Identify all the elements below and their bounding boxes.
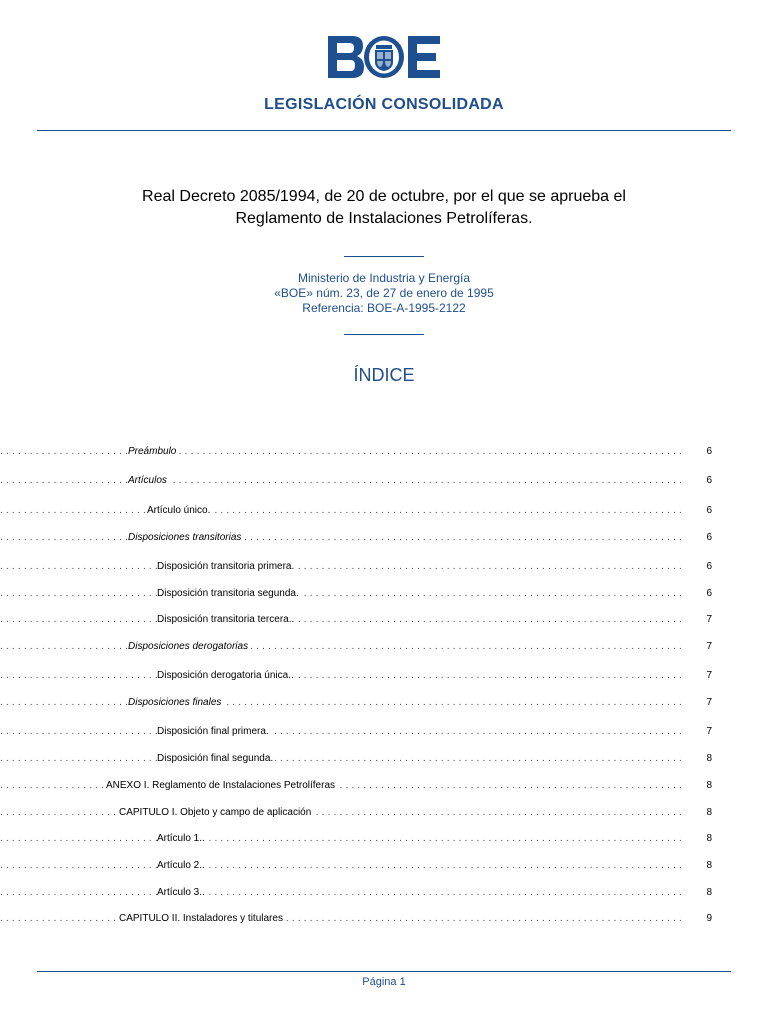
boe-issue-text: «BOE» núm. 23, de 27 de enero de 1995 [274, 286, 494, 300]
toc-entry-page: 7 [706, 726, 712, 737]
toc-entry-transitoria-segunda[interactable] [0, 586, 768, 602]
page-number: Página 1 [362, 976, 406, 988]
toc-entry-label: Disposición transitoria tercera.. [157, 612, 296, 628]
toc-entry-page: 8 [706, 780, 712, 791]
toc-entry-preambulo[interactable] [0, 444, 768, 460]
dot-leader [0, 612, 686, 628]
document-title-line1: Real Decreto 2085/1994, de 20 de octubre, por el que se aprueba el [142, 188, 626, 205]
toc-entry-page: 7 [706, 614, 712, 625]
ministry-text: Ministerio de Industria y Energía [297, 271, 471, 285]
toc-entry-label: Disposición transitoria primera. [157, 559, 296, 575]
dot-leader [0, 724, 686, 740]
document-title [60, 186, 708, 230]
toc-entry-page: 6 [706, 505, 712, 516]
toc-entry-page: 8 [706, 753, 712, 764]
dot-leader [0, 473, 686, 489]
toc-entry-disposiciones-finales[interactable] [0, 695, 768, 711]
toc-entry-disposiciones-transitorias[interactable] [0, 530, 768, 546]
toc-entry-label: Artículos [128, 473, 169, 489]
toc-entry-page: 7 [706, 641, 712, 652]
dot-leader [0, 911, 686, 927]
toc-entry-articulo-unico[interactable] [0, 503, 768, 519]
header-divider [37, 130, 731, 131]
crown-icon [376, 45, 392, 49]
toc-entry-page: 6 [706, 532, 712, 543]
toc-entry-articulo-3[interactable] [0, 885, 768, 901]
boe-logo [328, 36, 440, 78]
toc-entry-label: ANEXO I. Reglamento de Instalaciones Petrolíferas [106, 778, 337, 794]
toc-entry-page: 8 [706, 860, 712, 871]
index-heading: ÍNDICE [353, 365, 415, 385]
dot-leader [0, 805, 686, 821]
toc-entry-page: 9 [706, 913, 712, 924]
short-divider-bottom [344, 334, 424, 335]
toc-entry-final-segunda[interactable] [0, 751, 768, 767]
toc-entry-page: 8 [706, 833, 712, 844]
dot-leader [0, 751, 686, 767]
toc-entry-label: Preámbulo [128, 444, 178, 460]
document-title-line2: Reglamento de Instalaciones Petrolíferas. [235, 210, 533, 227]
toc-entry-label: Disposiciones finales [128, 695, 223, 711]
dot-leader [0, 444, 686, 460]
toc-entry-page: 6 [706, 446, 712, 457]
dot-leader [0, 778, 686, 794]
toc-entry-label: Artículo 3.. [157, 885, 207, 901]
toc-entry-label: Disposición derogatoria única.. [157, 668, 296, 684]
dot-leader [0, 695, 686, 711]
dot-leader [0, 530, 686, 546]
toc-entry-label: Disposiciones derogatorias [128, 639, 250, 655]
toc-entry-derogatoria-unica[interactable] [0, 668, 768, 684]
dot-leader [0, 586, 686, 602]
document-metadata [0, 271, 768, 316]
toc-entry-page: 6 [706, 561, 712, 572]
toc-entry-label: Disposición final segunda. [157, 751, 275, 767]
dot-leader [0, 639, 686, 655]
toc-entry-final-primera[interactable] [0, 724, 768, 740]
reference-text: Referencia: BOE-A-1995-2122 [302, 301, 466, 315]
toc-entry-label: Artículo 1.. [157, 831, 207, 847]
toc-entry-label: Disposición final primera. [157, 724, 271, 740]
dot-leader [0, 831, 686, 847]
toc-entry-page: 7 [706, 697, 712, 708]
toc-entry-transitoria-tercera[interactable] [0, 612, 768, 628]
toc-entry-label: Disposiciones transitorias [128, 530, 243, 546]
toc-entry-label: Disposición transitoria segunda. [157, 586, 301, 602]
toc-entry-capitulo-i[interactable] [0, 805, 768, 821]
short-divider-top [344, 256, 424, 257]
toc-entry-page: 8 [706, 807, 712, 818]
toc-entry-disposiciones-derogatorias[interactable] [0, 639, 768, 655]
toc-entry-articulos[interactable] [0, 473, 768, 489]
footer-divider [37, 971, 731, 972]
dot-leader [0, 668, 686, 684]
dot-leader [0, 559, 686, 575]
toc-entry-articulo-1[interactable] [0, 831, 768, 847]
toc-entry-label: CAPITULO II. Instaladores y titulares [119, 911, 285, 927]
dot-leader [0, 858, 686, 874]
toc-entry-page: 8 [706, 887, 712, 898]
toc-entry-articulo-2[interactable] [0, 858, 768, 874]
toc-entry-page: 6 [706, 475, 712, 486]
dot-leader [0, 885, 686, 901]
toc-entry-capitulo-ii[interactable] [0, 911, 768, 927]
toc-entry-label: Artículo único. [147, 503, 212, 519]
toc-entry-label: CAPITULO I. Objeto y campo de aplicación [119, 805, 313, 821]
toc-entry-transitoria-primera[interactable] [0, 559, 768, 575]
dot-leader [0, 503, 686, 519]
toc-entry-label: Artículo 2.. [157, 858, 207, 874]
toc-entry-page: 7 [706, 670, 712, 681]
toc-entry-page: 6 [706, 588, 712, 599]
page-header-title: LEGISLACIÓN CONSOLIDADA [264, 96, 504, 113]
toc-entry-anexo-i[interactable] [0, 778, 768, 794]
